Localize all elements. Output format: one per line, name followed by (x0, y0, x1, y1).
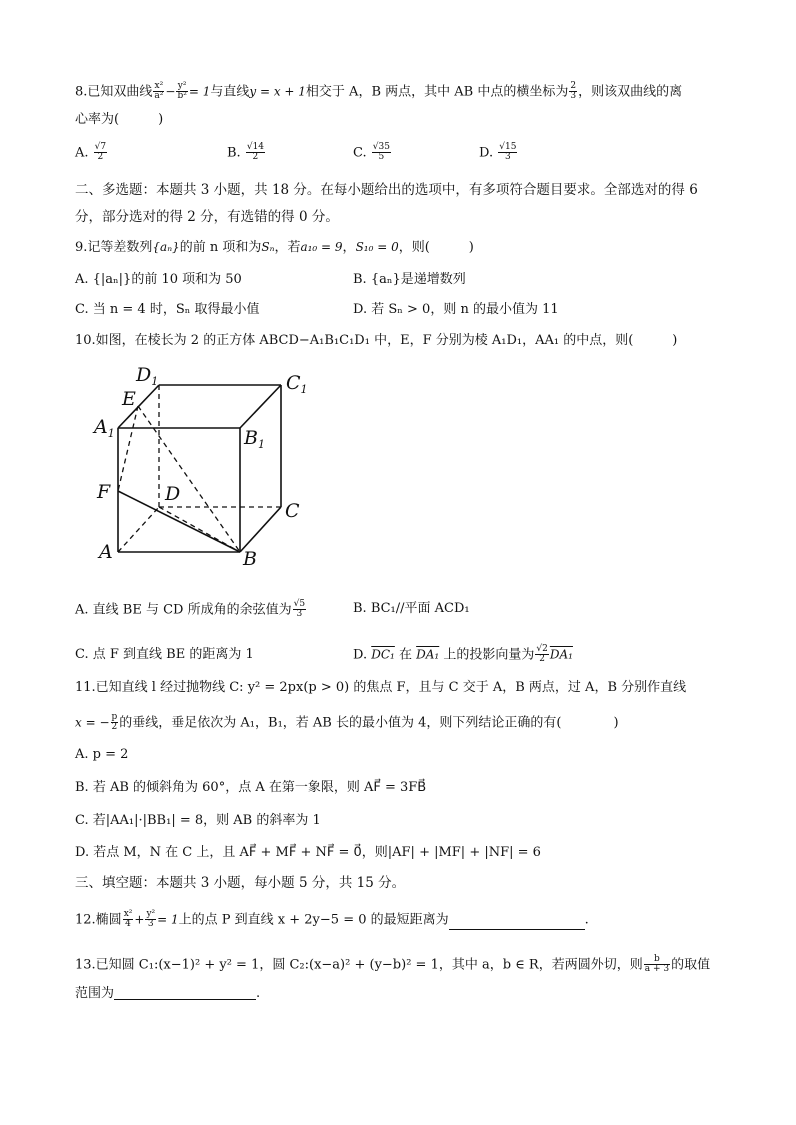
q8-option-a-den: 2 (97, 152, 104, 163)
q9-cond1: a₁₀ = 9 (300, 240, 343, 254)
q9-stem-c: ，若 (274, 240, 301, 255)
q11-stem: 11.已知直线 l 经过抛物线 C: y² = 2px(p > 0) 的焦点 F，且与 C 交于 A，B 两点，过 A，B 分别作直线 (75, 680, 687, 695)
cube-diagram (90, 360, 320, 575)
q10-option-c[interactable]: C. 点 F 到直线 BE 的距离为 1 (75, 647, 254, 662)
q8-option-d-den: 3 (504, 152, 511, 163)
q9-seq: {aₙ} (152, 240, 180, 254)
q10-option-a-den: 3 (296, 609, 303, 620)
q11-option-d[interactable]: D. 若点 M，N 在 C 上，且 AF⃗ + MF⃗ + NF⃗ = 0⃗，则|AF| + |MF| + |NF| = 6 (75, 845, 541, 860)
q8-rhs: = 1 (188, 84, 211, 99)
label-e: E (122, 388, 136, 410)
q9-option-b[interactable]: B. {aₙ}是递增数列 (353, 272, 466, 287)
segment-e-f (118, 406, 138, 491)
q8-option-b-den: 2 (252, 152, 259, 163)
label-b1: $B_1$ (244, 427, 265, 451)
label-a: A (99, 541, 113, 563)
q8-stem (75, 82, 682, 102)
q8-option-a-frac (94, 143, 107, 163)
q8-line-eq: y = x + 1 (249, 84, 306, 99)
q12-prefix: 12.椭圆 (75, 912, 122, 928)
q9-stem (75, 241, 474, 254)
q11-frac-num: p (111, 712, 118, 722)
q12-frac-y-num: y² (146, 909, 156, 919)
q9-stem-d: ， (342, 240, 356, 255)
q13-frac (644, 955, 670, 975)
q13-range-label: 范围为 (75, 986, 115, 1001)
q13-frac-den: a + 3 (644, 964, 670, 975)
q9-stem-a: 9.记等差数列 (75, 240, 153, 255)
q8-option-c[interactable] (353, 143, 392, 163)
q8-option-a-num: √7 (94, 142, 107, 152)
q10-option-d-in: 在 (394, 647, 417, 663)
q12-plus: + (134, 912, 145, 927)
q8-option-b-label: B. (227, 145, 241, 161)
label-b: B (243, 548, 257, 570)
q9-stem-e: ，则( ) (398, 240, 474, 255)
q11-stem2-a: x = − (75, 715, 110, 730)
q8-frac-x-num: x² (154, 81, 164, 91)
q13-text-end: 的取值 (671, 957, 711, 973)
q8-option-a[interactable] (75, 143, 108, 163)
q8-suffix: ，则该双曲线的离 (578, 84, 683, 100)
q9-option-d[interactable]: D. 若 Sₙ > 0，则 n 的最小值为 11 (353, 302, 559, 317)
edge-b1-c1 (240, 385, 281, 428)
q8-option-c-num: √35 (372, 142, 390, 152)
q13-end: . (256, 986, 261, 1001)
q9-option-a[interactable]: A. {|aₙ|}的前 10 项和为 50 (75, 272, 242, 287)
q9-stem-b: 的前 n 项和为 (179, 240, 262, 255)
q12-frac-y (145, 910, 156, 930)
q8-frac-x-den: a² (154, 91, 164, 102)
q8-frac-y (176, 82, 187, 102)
q8-minus: − (165, 84, 176, 99)
q10-option-d-vec1: DC₁ (371, 647, 395, 662)
q8-option-a-label: A. (75, 145, 89, 161)
q12-frac-x-den: 4 (125, 919, 131, 930)
label-f: F (97, 481, 111, 503)
q11-stem2-b: 的垂线，垂足依次为 A₁，B₁，若 AB 长的最小值为 4，则下列结论正确的有( ) (119, 715, 619, 731)
q13-stem-line2 (75, 985, 260, 1000)
q11-option-c[interactable]: C. 若|AA₁|·|BB₁| = 8，则 AB 的斜率为 1 (75, 813, 321, 828)
q8-frac (569, 82, 577, 102)
q10-option-d-den: 2 (539, 654, 545, 665)
section2-heading-line2: 分，部分选对的得 2 分，有选错的得 0 分。 (75, 209, 339, 225)
label-c: C (285, 500, 300, 522)
q8-option-d[interactable] (479, 143, 518, 163)
q12-end: . (584, 912, 589, 928)
q8-prefix: 8.已知双曲线 (75, 84, 153, 100)
q8-option-d-num: √15 (499, 142, 517, 152)
q12-stem (75, 910, 589, 930)
section2-heading: 二、多选题：本题共 3 小题，共 18 分。在每小题给出的选项中，有多项符合题目要求。全部选对的得 6 (75, 182, 698, 198)
q9-option-c[interactable]: C. 当 n = 4 时，Sₙ 取得最小值 (75, 302, 260, 317)
q12-answer-blank[interactable] (449, 915, 585, 930)
q8-option-c-frac (372, 143, 391, 163)
q10-option-d-vec2: DA₁ (416, 647, 440, 662)
edge-b-c (240, 507, 281, 552)
q11-option-a[interactable]: A. p = 2 (75, 747, 129, 762)
q8-frac-den: 3 (570, 91, 577, 102)
q11-option-b[interactable]: B. 若 AB 的倾斜角为 60°，点 A 在第一象限，则 AF⃗ = 3FB⃗ (75, 780, 427, 795)
q11-stem-line2 (75, 713, 619, 733)
q8-stem-line2: 心率为( ) (75, 112, 164, 127)
edge-a-d (118, 507, 159, 552)
q12-rhs: = 1 (157, 912, 179, 927)
q12-frac-x (123, 910, 134, 930)
q13-answer-blank[interactable] (114, 985, 256, 1000)
q9-sn: Sₙ (261, 240, 275, 254)
q8-frac-num: 2 (570, 81, 577, 91)
q10-option-a[interactable] (75, 600, 307, 620)
q10-option-b[interactable]: B. BC₁//平面 ACD₁ (353, 601, 470, 616)
q8-option-c-den: 5 (378, 152, 385, 163)
q10-option-a-num: √5 (293, 599, 306, 609)
q10-option-d[interactable] (353, 645, 573, 665)
q8-option-d-frac (498, 143, 517, 163)
q10-option-d-vec3: DA₁ (549, 647, 573, 662)
q10-option-d-frac (535, 645, 548, 665)
q8-option-c-label: C. (353, 145, 367, 161)
q8-mid2: 相交于 A，B 两点，其中 AB 中点的横坐标为 (305, 84, 569, 100)
label-d: D (165, 483, 181, 505)
section3-heading: 三、填空题：本题共 3 小题，每小题 5 分，共 15 分。 (75, 875, 406, 891)
label-d1: $D_1$ (136, 364, 159, 388)
q8-option-b-frac (246, 143, 265, 163)
q8-frac-x (153, 82, 164, 102)
q13-stem (75, 955, 710, 975)
q8-frac-y-num: y² (177, 81, 187, 91)
q9-cond2: S₁₀ = 0 (355, 240, 399, 254)
q8-mid1: 与直线 (210, 84, 250, 100)
q13-text: 13.已知圆 C₁:(x−1)² + y² = 1，圆 C₂:(x−a)² + (y−b)² = 1，其中 a，b ∈ R，若两圆外切，则 (75, 957, 643, 973)
q8-option-b-num: √14 (246, 142, 265, 152)
label-c1: $C_1$ (286, 372, 308, 396)
q12-frac-x-num: x² (123, 909, 133, 919)
q11-frac (111, 713, 119, 733)
q12-frac-y-den: 3 (147, 919, 154, 930)
label-a1: $A_1$ (94, 416, 115, 440)
q10-option-d-num: √2 (536, 644, 548, 654)
q10-option-d-label: D. (353, 647, 372, 663)
q11-frac-den: 2 (111, 722, 118, 733)
q10-option-a-frac (293, 600, 306, 620)
q8-frac-y-den: b² (177, 91, 187, 102)
q12-text: 上的点 P 到直线 x + 2y−5 = 0 的最短距离为 (178, 912, 449, 928)
q8-option-b[interactable] (227, 143, 266, 163)
q10-option-a-text: A. 直线 BE 与 CD 所成角的余弦值为 (75, 602, 292, 618)
q10-stem: 10.如图，在棱长为 2 的正方体 ABCD−A₁B₁C₁D₁ 中，E，F 分别为棱 A₁D₁，AA₁ 的中点，则( ) (75, 333, 678, 348)
q13-frac-num: b (644, 955, 670, 965)
q8-option-d-label: D. (479, 145, 494, 161)
q10-option-d-text: 上的投影向量为 (439, 647, 535, 663)
